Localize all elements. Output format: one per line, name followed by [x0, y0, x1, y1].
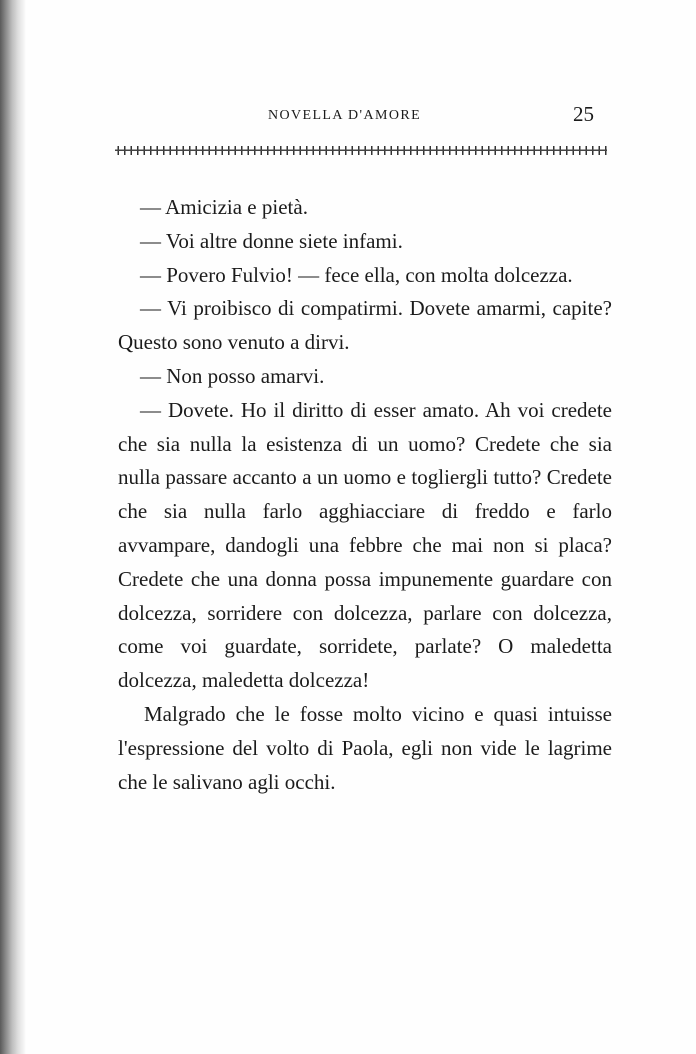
paragraph: — Vi proibisco di compatirmi. Dovete amarmi, capite? Questo sono venuto a dirvi.	[118, 296, 612, 355]
body-text	[118, 191, 612, 799]
paragraph: — Non posso amarvi.	[140, 363, 325, 388]
paragraph: — Amicizia e pietà.	[140, 195, 308, 219]
paragraph: — Voi altre donne siete infami.	[140, 228, 403, 253]
running-title: NOVELLA D'AMORE	[268, 108, 422, 123]
ornamental-rule	[115, 146, 607, 155]
page-binding-shadow	[0, 0, 26, 1054]
page-number: 25	[573, 102, 594, 126]
paragraph: — Dovete. Ho il diritto di esser amato. Ah voi credete che sia nulla la esistenza di un uomo? Credete che sia nulla passare accanto a un uomo e togliergli tutto? Credete che sia nulla farlo agghiacciare di freddo e farlo avvampare, dandogli una febbre che mai non si placa? Credete che una donna possa impunemente guardare con dolcezza, sorridere con dolcezza, parlare con dolcezza, come voi guardate, sorridete, parlate? O maledetta dolcezza, maledetta dolcezza!	[118, 397, 612, 693]
paragraph: — Povero Fulvio! — fece ella, con molta dolcezza.	[140, 262, 573, 287]
paragraph: Malgrado che le fosse molto vicino e quasi intuisse l'espressione del volto di Paola, egli non vide le lagrime che le salivano agli occhi.	[118, 701, 612, 794]
